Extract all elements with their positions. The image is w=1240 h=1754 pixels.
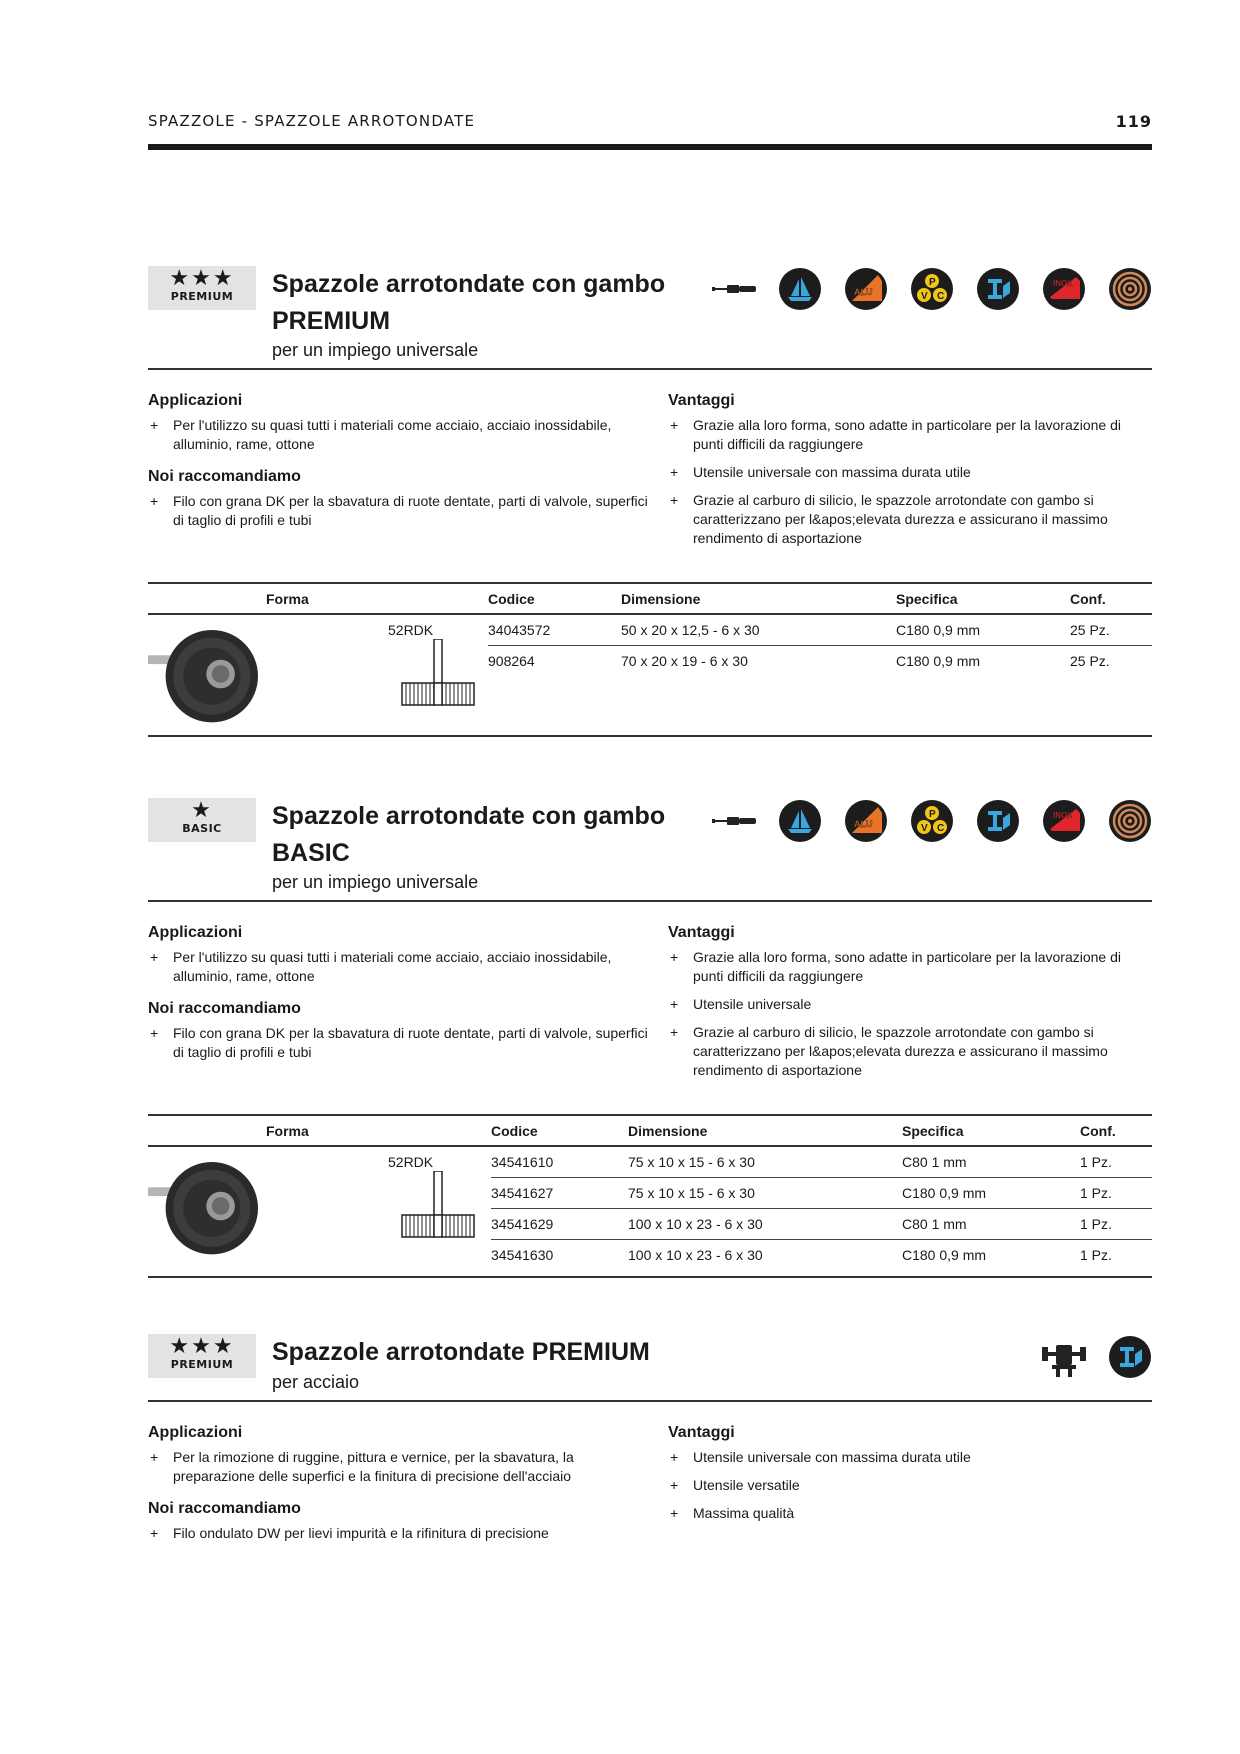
- vantaggi-item: + Utensile universale con massima durata utile: [670, 464, 971, 480]
- info-right-column: [668, 924, 1152, 1089]
- page-number: 119: [1115, 112, 1152, 131]
- product-table: [148, 582, 1152, 676]
- tier-label: BASIC: [182, 822, 222, 835]
- info-right-column: [668, 392, 1152, 557]
- conf-cell: 1 Pz.: [1080, 1208, 1152, 1239]
- vantaggi-item: + Grazie al carburo di silicio, le spazzole arrotondate con gambo si caratterizzano per l&apos;elevata durezza e assicurano il massimo rendimento di asportazione: [670, 1024, 1108, 1078]
- material-icons: [712, 798, 1152, 844]
- forma-code: 52RDK: [388, 622, 434, 638]
- pvc-label-p: P: [929, 277, 936, 288]
- pvc-icon: [910, 267, 954, 311]
- shank-mount-icon: [712, 282, 756, 296]
- product-photo-cell: [148, 1146, 268, 1270]
- conf-cell: 1 Pz.: [1080, 1246, 1112, 1263]
- section-rule: [148, 368, 1152, 370]
- table-bottom-rule: [148, 1276, 1152, 1278]
- steel-profile-icon: [1108, 1335, 1152, 1379]
- section-rule: [148, 1400, 1152, 1402]
- pvc-label-p: P: [929, 809, 936, 820]
- vantaggi-item: + Massima qualità: [670, 1505, 795, 1521]
- col-header-dimensione: Dimensione: [628, 1115, 902, 1146]
- codice-cell: 34541629: [491, 1208, 628, 1239]
- pvc-label-v: V: [921, 823, 928, 834]
- inox-icon: [1042, 267, 1086, 311]
- tier-stars: ★: [191, 798, 213, 823]
- codice-cell: 908264: [488, 652, 535, 669]
- dimensione-cell: 75 x 10 x 15 - 6 x 30: [628, 1146, 902, 1177]
- dimensione-cell: 100 x 10 x 23 - 6 x 30: [628, 1208, 902, 1239]
- dimensione-cell: 50 x 20 x 12,5 - 6 x 30: [621, 614, 896, 645]
- product-subtitle: per un impiego universale: [272, 340, 479, 360]
- inox-icon: [1042, 799, 1086, 843]
- tier-badge: [148, 1334, 256, 1378]
- table-row: [148, 614, 1152, 645]
- vantaggi-item: + Utensile universale: [670, 996, 812, 1012]
- tier-badge: [148, 266, 256, 310]
- col-header-forma: Forma: [148, 583, 488, 614]
- table-bottom-rule: [148, 735, 1152, 737]
- steel-profile-icon: [976, 267, 1020, 311]
- info-right-column: [668, 1424, 1152, 1532]
- wood-icon: [1108, 267, 1152, 311]
- table-row: [148, 1146, 1152, 1177]
- specifica-cell: C180 0,9 mm: [902, 1246, 987, 1263]
- conf-cell: 1 Pz.: [1080, 1177, 1152, 1208]
- product-title: Spazzole arrotondate PREMIUM: [272, 1338, 650, 1366]
- alu-label: ALU: [854, 819, 873, 829]
- vantaggi-item: + Utensile versatile: [670, 1477, 800, 1493]
- page-header: [148, 112, 1152, 152]
- product-subtitle: per un impiego universale: [272, 872, 479, 892]
- specifica-cell: C180 0,9 mm: [896, 614, 1070, 645]
- material-icons: [1042, 1334, 1152, 1380]
- col-header-specifica: Specifica: [896, 583, 1070, 614]
- col-header-conf: Conf.: [1070, 583, 1152, 614]
- tier-label: PREMIUM: [170, 1358, 234, 1371]
- header-rule: [148, 144, 1152, 150]
- product-title: Spazzole arrotondate con gambo PREMIUM: [272, 270, 666, 335]
- pvc-label-c: C: [937, 823, 945, 834]
- brush-photo: [148, 1151, 258, 1261]
- col-header-forma: Forma: [148, 1115, 491, 1146]
- brush-photo: [148, 619, 258, 729]
- col-header-codice: Codice: [488, 583, 621, 614]
- vantaggi-heading: Vantaggi: [668, 392, 735, 409]
- inox-label: INOX: [1053, 811, 1073, 820]
- steel-profile-icon: [976, 799, 1020, 843]
- material-icons: [712, 266, 1152, 312]
- forma-code: 52RDK: [388, 1154, 434, 1170]
- codice-cell: 34541610: [491, 1146, 628, 1177]
- vantaggi-heading: Vantaggi: [668, 1424, 735, 1441]
- brush-drawing: [398, 1171, 478, 1251]
- noi-raccomandiamo-heading: Noi raccomandiamo: [148, 1000, 301, 1017]
- vantaggi-heading: Vantaggi: [668, 924, 735, 941]
- shank-mount-icon: [712, 814, 756, 828]
- noi-raccomandiamo-heading: Noi raccomandiamo: [148, 1500, 301, 1517]
- codice-cell: 34043572: [488, 614, 621, 645]
- vantaggi-item: + Grazie al carburo di silicio, le spazzole arrotondate con gambo si caratterizzano per l&apos;elevata durezza e assicurano il massimo rendimento di asportazione: [670, 492, 1108, 546]
- tier-stars: ★★★: [169, 1334, 235, 1359]
- tier-stars: ★★★: [169, 266, 235, 291]
- noi-raccomandiamo-item: + Filo ondulato DW per lievi impurità e la rifinitura di precisione: [150, 1525, 549, 1541]
- specifica-cell: C180 0,9 mm: [896, 652, 981, 669]
- applicazioni-item: + Per l'utilizzo su quasi tutti i materiali come acciaio, acciaio inossidabile, alluminio, rame, ottone: [150, 949, 612, 984]
- product-subtitle: per acciaio: [272, 1372, 360, 1392]
- alu-label: ALU: [854, 287, 873, 297]
- stainless-steel-icon: [778, 799, 822, 843]
- specifica-cell: C80 1 mm: [902, 1208, 1080, 1239]
- col-header-dimensione: Dimensione: [621, 583, 896, 614]
- applicazioni-heading: Applicazioni: [148, 1424, 243, 1441]
- aluminium-icon: [844, 267, 888, 311]
- aluminium-icon: [844, 799, 888, 843]
- dimensione-cell: 70 x 20 x 19 - 6 x 30: [621, 652, 748, 669]
- pvc-icon: [910, 799, 954, 843]
- conf-cell: 25 Pz.: [1070, 652, 1110, 669]
- product-drawing-cell: [268, 614, 388, 676]
- conf-cell: 25 Pz.: [1070, 614, 1152, 645]
- col-header-conf: Conf.: [1080, 1115, 1152, 1146]
- product-drawing-cell: [268, 1146, 388, 1270]
- info-left-column: [148, 924, 648, 1071]
- product-photo-cell: [148, 614, 268, 676]
- dimensione-cell: 100 x 10 x 23 - 6 x 30: [628, 1246, 763, 1263]
- wood-icon: [1108, 799, 1152, 843]
- codice-cell: 34541627: [491, 1177, 628, 1208]
- product-table: [148, 1114, 1152, 1270]
- info-left-column: [148, 392, 648, 539]
- stainless-steel-icon: [778, 267, 822, 311]
- info-left-column: [148, 1424, 648, 1552]
- applicazioni-heading: Applicazioni: [148, 924, 243, 941]
- conf-cell: 1 Pz.: [1080, 1146, 1152, 1177]
- col-header-codice: Codice: [491, 1115, 628, 1146]
- noi-raccomandiamo-item: + Filo con grana DK per la sbavatura di ruote dentate, parti di valvole, superfici di taglio di profili e tubi: [150, 493, 648, 528]
- vantaggi-item: + Grazie alla loro forma, sono adatte in particolare per la lavorazione di punti difficili da raggiungere: [670, 949, 1122, 984]
- specifica-cell: C180 0,9 mm: [902, 1177, 1080, 1208]
- section-rule: [148, 900, 1152, 902]
- vantaggi-item: + Utensile universale con massima durata utile: [670, 1449, 971, 1465]
- pvc-label-c: C: [937, 291, 945, 302]
- inox-label: INOX: [1053, 279, 1073, 288]
- col-header-specifica: Specifica: [902, 1115, 1080, 1146]
- vantaggi-item: + Grazie alla loro forma, sono adatte in particolare per la lavorazione di punti difficili da raggiungere: [670, 417, 1122, 452]
- breadcrumb: SPAZZOLE - SPAZZOLE ARROTONDATE: [148, 112, 476, 130]
- dimensione-cell: 75 x 10 x 15 - 6 x 30: [628, 1177, 902, 1208]
- pvc-label-v: V: [921, 291, 928, 302]
- brush-drawing: [398, 639, 478, 719]
- applicazioni-item: + Per la rimozione di ruggine, pittura e vernice, per la sbavatura, la preparazione delle superfici e la finitura di precisione dell'acciaio: [150, 1449, 574, 1484]
- tier-label: PREMIUM: [170, 290, 234, 303]
- applicazioni-item: + Per l'utilizzo su quasi tutti i materiali come acciaio, acciaio inossidabile, alluminio, rame, ottone: [150, 417, 612, 452]
- product-title: Spazzole arrotondate con gambo BASIC: [272, 802, 666, 867]
- bench-grinder-icon: [1042, 1335, 1086, 1379]
- noi-raccomandiamo-item: + Filo con grana DK per la sbavatura di ruote dentate, parti di valvole, superfici di taglio di profili e tubi: [150, 1025, 648, 1060]
- noi-raccomandiamo-heading: Noi raccomandiamo: [148, 468, 301, 485]
- codice-cell: 34541630: [491, 1246, 554, 1263]
- specifica-cell: C80 1 mm: [902, 1146, 1080, 1177]
- tier-badge: [148, 798, 256, 842]
- applicazioni-heading: Applicazioni: [148, 392, 243, 409]
